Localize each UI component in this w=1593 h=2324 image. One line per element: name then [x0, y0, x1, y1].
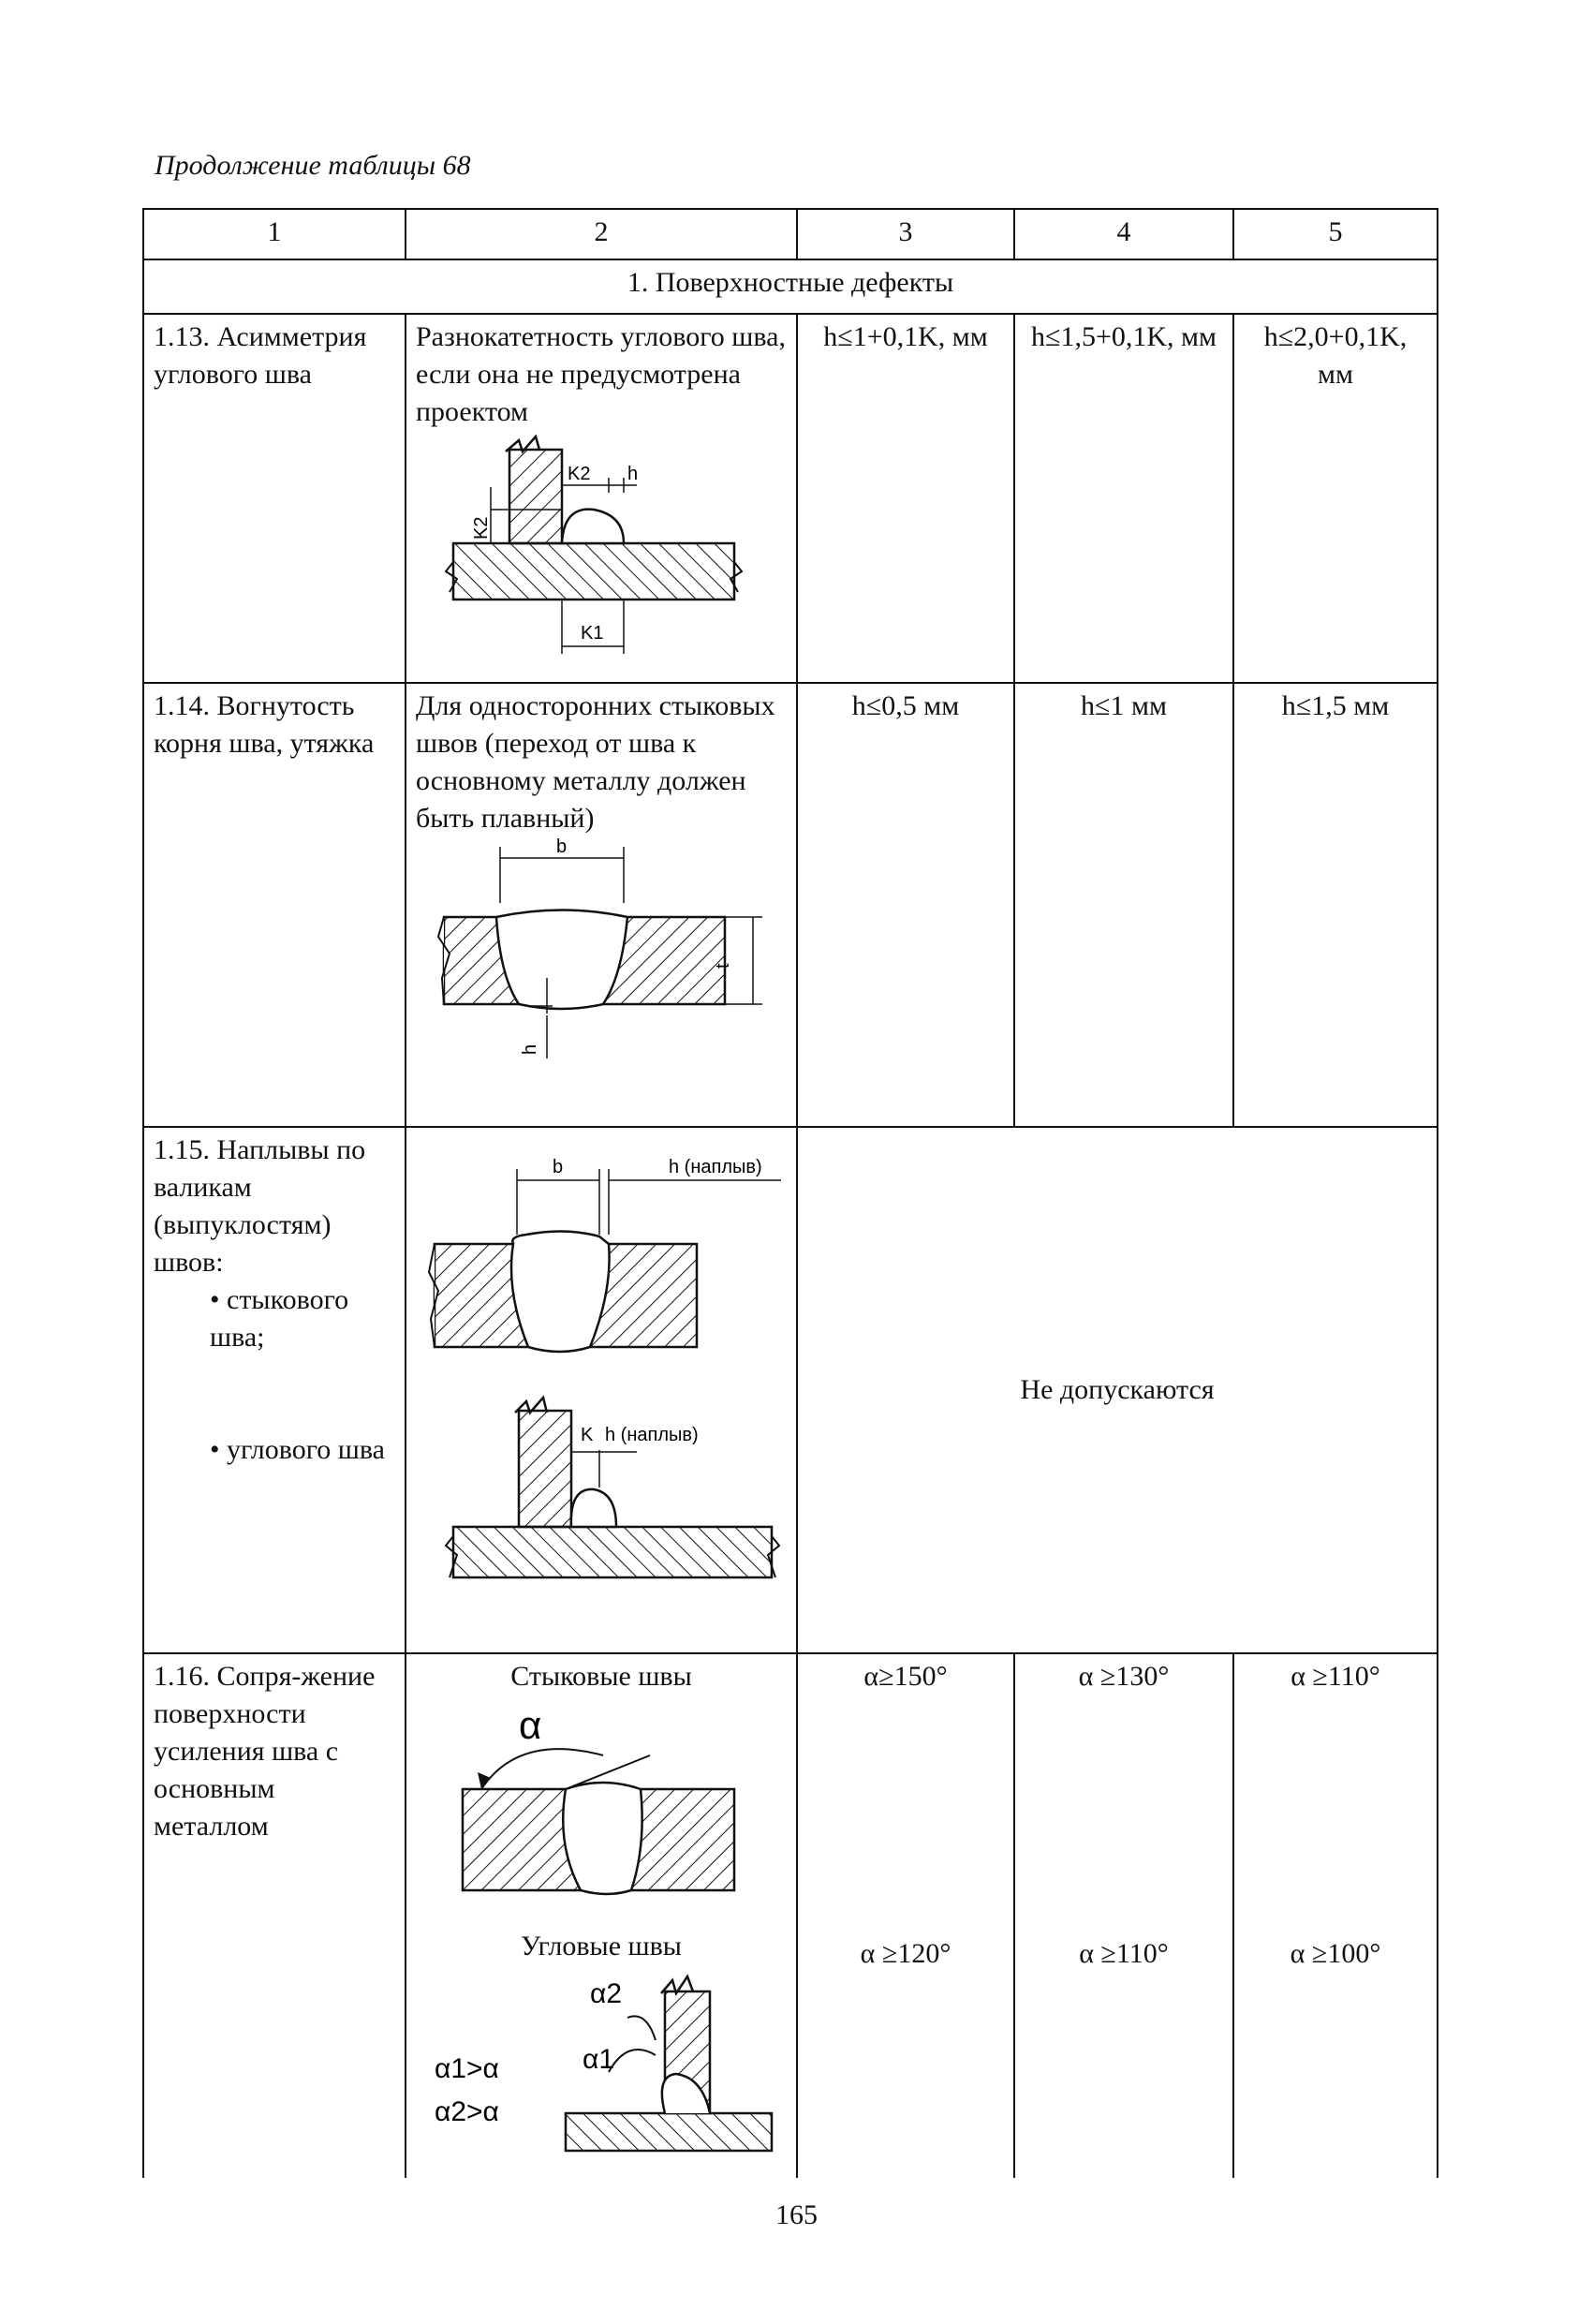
table-caption: Продолжение таблицы 68	[155, 150, 471, 181]
col-header-5: 5	[1233, 209, 1438, 259]
h-overlap-label: h (наплыв)	[605, 1425, 699, 1445]
angle-col3	[797, 1653, 1014, 2178]
tolerance-col4: h≤1,5+0,1K, мм	[1014, 314, 1233, 683]
fillet-weld-overlap-figure	[416, 1394, 790, 1591]
k1-label: K1	[581, 623, 604, 644]
section-title: 1. Поверхностные дефекты	[143, 259, 1438, 314]
b-label: b	[556, 837, 568, 857]
butt-weld-overlap-figure	[416, 1132, 790, 1375]
butt-angle-col4: α ≥130°	[1078, 1661, 1170, 1692]
defect-description	[406, 683, 797, 1127]
description-text: Для односторонних стыковых швов (переход от шва к основному металлу должен быть плавный)	[416, 690, 775, 834]
table-row	[143, 1653, 1438, 2178]
h-overlap-label: h (наплыв)	[669, 1157, 762, 1177]
butt-weld-bullet: • стыкового шва;	[210, 1284, 349, 1353]
tolerance-col3: h≤0,5 мм	[797, 683, 1014, 1127]
tolerance-col5: h≤2,0+0,1K, мм	[1233, 314, 1438, 683]
fillet-angle-col4: α ≥110°	[1079, 1938, 1169, 1969]
t-label: t	[713, 963, 733, 969]
defect-description	[406, 314, 797, 683]
defect-name: 1.13. Асимметрия углового шва	[143, 314, 406, 683]
fillet-weld-bullet: • углового шва	[210, 1434, 385, 1465]
fillet-angle-col3: α ≥120°	[860, 1938, 951, 1969]
h-label: h	[627, 464, 639, 484]
k2-label: K2	[568, 464, 591, 484]
k2-vertical-label: K2	[471, 516, 492, 540]
butt-weld-angle-figure	[416, 1695, 790, 1911]
alpha2-gt-alpha: α2>α	[435, 2096, 499, 2127]
butt-angle-col3: α≥150°	[863, 1661, 948, 1692]
defect-name-text: 1.15. Наплывы по валикам (выпуклостям) швов:	[154, 1134, 366, 1278]
description-text: Разнокатетность углового шва, если она не предусмотрена проектом	[416, 321, 786, 427]
alpha1-label: α1	[583, 2044, 615, 2075]
h-label: h	[520, 1044, 540, 1055]
defect-description	[406, 1127, 797, 1653]
tolerance-col4: h≤1 мм	[1014, 683, 1233, 1127]
col-header-2: 2	[406, 209, 797, 259]
butt-welds-subtitle: Стыковые швы	[510, 1661, 692, 1692]
fillet-welds-subtitle: Угловые швы	[521, 1931, 682, 1961]
page-number: 165	[775, 2199, 818, 2230]
table-row	[143, 683, 1438, 1127]
defect-name: 1.16. Сопря-жение поверхности усиления шва с основным металлом	[143, 1653, 406, 2178]
angle-col4	[1014, 1653, 1233, 2178]
col-header-1: 1	[143, 209, 406, 259]
defect-name: 1.14. Вогнутость корня шва, утяжка	[143, 683, 406, 1127]
alpha-label: α	[519, 1703, 542, 1747]
b-label: b	[553, 1157, 564, 1177]
col-header-3: 3	[797, 209, 1014, 259]
table-row	[143, 314, 1438, 683]
col-header-4: 4	[1014, 209, 1233, 259]
fillet-weld-angle-figure	[416, 1965, 790, 2153]
fillet-weld-asymmetry-figure	[416, 431, 753, 665]
butt-angle-col5: α ≥110°	[1291, 1661, 1380, 1692]
tolerance-col3: h≤1+0,1K, мм	[797, 314, 1014, 683]
defect-description	[406, 1653, 797, 2178]
root-concavity-figure	[416, 837, 772, 1072]
fillet-angle-col5: α ≥100°	[1290, 1938, 1381, 1969]
tolerance-col5: h≤1,5 мм	[1233, 683, 1438, 1127]
alpha2-label: α2	[590, 1978, 623, 2009]
defect-name	[143, 1127, 406, 1653]
section-row	[143, 259, 1438, 314]
defects-table	[142, 208, 1438, 2178]
alpha1-gt-alpha: α1>α	[435, 2053, 499, 2084]
not-allowed-cell: Не допускаются	[797, 1127, 1438, 1653]
table-row	[143, 1127, 1438, 1653]
angle-col5	[1233, 1653, 1438, 2178]
k-label: K	[581, 1425, 594, 1445]
table-header-row	[143, 209, 1438, 259]
